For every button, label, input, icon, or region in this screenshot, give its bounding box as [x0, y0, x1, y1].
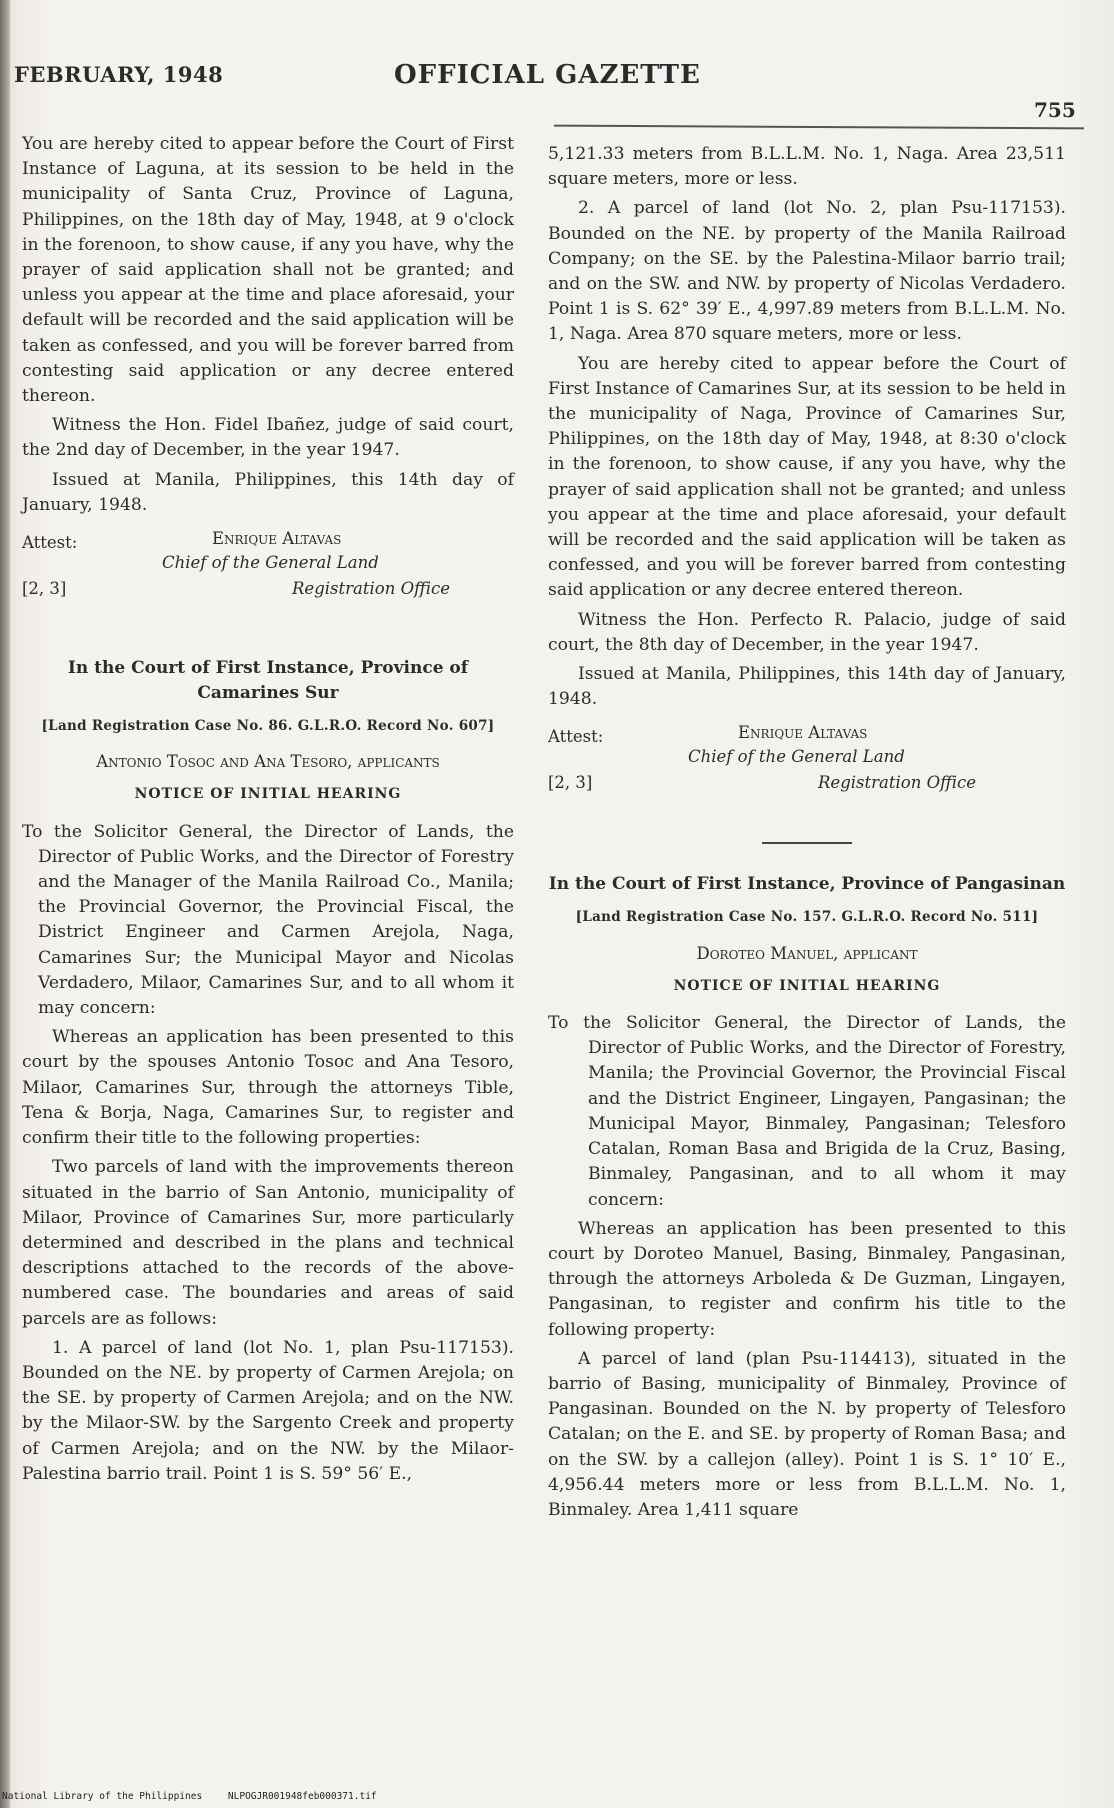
parcel-2-paragraph: 2. A parcel of land (lot No. 2, plan Psu-117153). Bounded on the NE. by property of the Manila Railroad Company; on the SE. by the Palestina-Milaor barrio trail; and on the SW. and NW. by property of Nicolas Verdadero. Point 1 is S. 62° 39′ E., 4,997.89 meters from B.L.L.M. No. 1, Naga. Area 870 square meters, more or less. [548, 198, 1066, 345]
addressees-paragraph: To the Solicitor General, the Director of Lands, the Director of Public Works, and the Director of Forestry, Manila; the Provincial Governor, the Provincial Fiscal and the District Engineer, Lingayen, Pangasinan; the Municipal Mayor, Binmaley, Pangasinan; Telesforo Catalan, Roman Basa and Brigida de la Cruz, Basing, Binmaley, Pangasinan, and to all whom it may concern: [548, 1013, 1066, 1210]
attestation-block [22, 526, 514, 622]
left-column [22, 132, 514, 1491]
attest-title-line1: Chief of the General Land [162, 553, 379, 573]
attest-name: Enrique Altavas [212, 529, 342, 549]
header-title: OFFICIAL GAZETTE [394, 60, 701, 90]
whereas-paragraph: Whereas an application has been presented to this court by Doroteo Manuel, Basing, Binmaley, Pangasinan, through the attorneys Arboleda & De Guzman, Lingayen, Pangasinan, to register and confirm his title to the following property: [548, 1218, 1066, 1340]
scan-footer [2, 1791, 397, 1802]
page-header [14, 60, 1074, 124]
attest-title-line1: Chief of the General Land [688, 747, 905, 767]
court-heading: In the Court of First Instance, Province of Camarines Sur [67, 658, 469, 704]
case-line: [Land Registration Case No. 86. G.L.R.O. Record No. 607] [41, 718, 495, 735]
attest-label: Attest: [548, 727, 604, 747]
page-number: 755 [1034, 98, 1076, 122]
whereas-paragraph: Whereas an application has been presented to this court by the spouses Antonio Tosoc and Ana Tesoro, Milaor, Camarines Sur, through the attorneys Tible, Tena & Borja, Naga, Camarines Sur, to register and confirm their title to the following properties: [22, 1027, 514, 1149]
addressees-paragraph: To the Solicitor General, the Director of Lands, the Director of Public Works, and the Director of Forestry and the Manager of the Manila Railroad Co., Manila; the Provincial Governor, the Provincial Fiscal, the District Engineer and Carmen Arejola, Naga, Camarines Sur; the Municipal Mayor and Nicolas Verdadero, Milaor, Camarines Sur, and to all whom it may concern: [22, 821, 514, 1019]
issue-reference: [2, 3] [548, 773, 593, 793]
parcel-1-end: 5,121.33 meters from B.L.L.M. No. 1, Naga. Area 23,511 square meters, more or less. [548, 144, 1066, 190]
parcels-description: Two parcels of land with the improvements thereon situated in the barrio of San Antonio, municipality of Milaor, Province of Camarines Sur, more particularly determined and described in the plans and technical descriptions attached to the records of the above-numbered case. The boundaries and areas of said parcels are as follows: [22, 1157, 514, 1329]
notice-heading: NOTICE OF INITIAL HEARING [673, 977, 941, 994]
attest-title-line2: Registration Office [292, 579, 451, 599]
citation-paragraph: You are hereby cited to appear before the Court of First Instance of Laguna, at its session to be held in the municipality of Santa Cruz, Province of Laguna, Philippines, on the 18th day of May, 1948, at 9 o'clock in the forenoon, to show cause, if any you have, why the prayer of said application shall not be granted; and unless you appear at the time and place aforesaid, your default will be recorded and the said application will be taken as confessed, and you will be forever barred from contesting said application or any decree entered thereon. [22, 134, 514, 407]
attest-title-line2: Registration Office [818, 773, 977, 793]
footer-file: NLPOGJR001948feb000371.tif [227, 1791, 377, 1802]
attestation-block [548, 720, 1066, 816]
page-binding-edge [0, 0, 10, 1808]
witness-paragraph: Witness the Hon. Fidel Ibañez, judge of said court, the 2nd day of December, in the year 1947. [22, 415, 514, 461]
applicants-line: Antonio Tosoc and Ana Tesoro, applicants [96, 752, 440, 772]
attest-name: Enrique Altavas [738, 723, 868, 743]
applicant-line: Doroteo Manuel, applicant [696, 943, 918, 963]
court-heading: In the Court of First Instance, Province of Pangasinan [548, 874, 1066, 895]
header-date: FEBRUARY, 1948 [14, 62, 224, 87]
issued-paragraph: Issued at Manila, Philippines, this 14th day of January, 1948. [548, 664, 1066, 710]
attest-label: Attest: [22, 533, 78, 553]
citation-paragraph: You are hereby cited to appear before the Court of First Instance of Camarines Sur, at its session to be held in the municipality of Naga, Province of Camarines Sur, Philippines, on the 18th day of May, 1948, at 8:30 o'clock in the forenoon, to show cause, if any you have, why the prayer of said application shall not be granted; and unless you appear at the time and place aforesaid, your default will be recorded and the said application will be taken as confessed, and you will be forever barred from contesting said application or any decree entered thereon. [548, 353, 1066, 601]
witness-paragraph: Witness the Hon. Perfecto R. Palacio, judge of said court, the 8th day of December, in the year 1947. [548, 609, 1066, 655]
issued-paragraph: Issued at Manila, Philippines, this 14th day of January, 1948. [22, 469, 514, 515]
notice-heading: NOTICE OF INITIAL HEARING [134, 786, 402, 803]
right-column [548, 142, 1066, 1527]
parcel-paragraph: A parcel of land (plan Psu-114413), situated in the barrio of Basing, municipality of Binmaley, Province of Pangasinan. Bounded on the N. by property of Telesforo Catalan; on the E. and SE. by property of Roman Basa; and on the SW. by a callejon (alley). Point 1 is S. 1° 10′ E., 4,956.44 meters more or less from B.L.L.M. No. 1, Binmaley. Area 1,411 square [548, 1348, 1066, 1520]
parcel-1-paragraph: 1. A parcel of land (lot No. 1, plan Psu-117153). Bounded on the NE. by property of Carmen Arejola; on the SE. by property of Carmen Arejola; and on the NW. by the Milaor-SW. by the Sargento Creek and property of Carmen Arejola; and on the NW. by the Milaor-Palestina barrio trail. Point 1 is S. 59° 56′ E., [22, 1337, 514, 1484]
footer-library: National Library of the Philippines [2, 1791, 203, 1802]
case-line: [Land Registration Case No. 157. G.L.R.O. Record No. 511] [575, 909, 1039, 926]
section-separator [762, 842, 852, 844]
issue-reference: [2, 3] [22, 579, 67, 599]
header-rule [554, 125, 1084, 130]
